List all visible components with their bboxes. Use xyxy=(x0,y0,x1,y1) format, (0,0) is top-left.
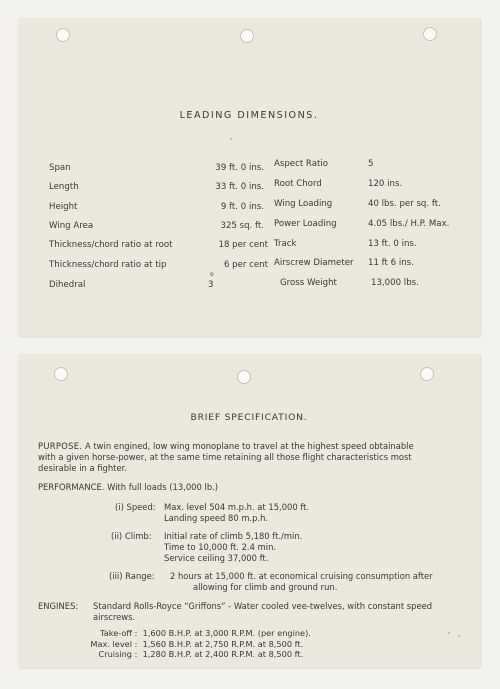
dim-label: Power Loading xyxy=(274,219,337,229)
dim-value: 11 ft 6 ins. xyxy=(368,258,414,268)
punch-hole xyxy=(423,27,437,41)
dimensions-card xyxy=(18,18,480,336)
purpose-text: desirable in a fighter. xyxy=(38,462,127,473)
dim-value: 6 per cent xyxy=(223,260,268,270)
rating-value: 1,600 B.H.P. at 3,000 R.P.M. (per engine). xyxy=(142,628,311,638)
specification-title: BRIEF SPECIFICATION. xyxy=(190,412,308,423)
rating-label: Take-off xyxy=(100,628,132,638)
dim-label: Track xyxy=(274,239,297,249)
performance-text: With full loads (13,000 lb.) xyxy=(107,482,219,492)
punch-hole xyxy=(420,367,434,381)
rating-value: 1,280 B.H.P. at 2,400 R.P.M. at 8,500 ft. xyxy=(142,649,304,660)
purpose-text: A twin engined, low wing monoplane to travel at the highest speed obtainable xyxy=(84,441,414,451)
dim-label: Dihedral xyxy=(49,280,86,290)
dim-label: Aspect Ratio xyxy=(274,159,328,169)
paper-speck xyxy=(448,632,450,634)
purpose-text: with a given horse-power, at the same time retaining all those flight characteristics most xyxy=(38,451,412,462)
engines-label: ENGINES: xyxy=(38,601,79,611)
dim-label: Thickness/chord ratio at tip xyxy=(49,260,167,270)
dim-value: 3 xyxy=(208,280,214,290)
dim-label: Wing Loading xyxy=(274,199,333,209)
dim-label: Wing Area xyxy=(49,221,94,231)
specification-card xyxy=(18,354,480,667)
dim-value: 325 sq. ft. xyxy=(220,221,264,231)
degree-symbol: o xyxy=(210,271,214,278)
rating-label: Max. level xyxy=(90,638,132,649)
dim-value: 120 ins. xyxy=(368,179,403,189)
dim-value: 4.05 lbs./ H.P. Max. xyxy=(368,219,450,229)
engines-line: airscrews. xyxy=(93,612,136,622)
dim-label: Thickness/chord ratio at root xyxy=(49,240,173,250)
paper-speck xyxy=(230,138,232,140)
climb-label: (ii) Climb: xyxy=(111,531,152,541)
punch-hole xyxy=(56,28,70,42)
performance-label: PERFORMANCE. xyxy=(38,482,105,492)
dim-label: Span xyxy=(49,163,71,173)
speed-line: Max. level 504 m.p.h. at 15,000 ft. xyxy=(164,502,310,512)
dim-label: Airscrew Diameter xyxy=(274,258,354,268)
speed-label: (i) Speed: xyxy=(115,502,156,512)
punch-hole xyxy=(237,370,251,384)
climb-line: Initial rate of climb 5,180 ft./min. xyxy=(164,531,303,541)
dim-value: 13 ft. 0 ins. xyxy=(368,239,417,249)
range-line: allowing for climb and ground run. xyxy=(193,582,338,592)
punch-hole xyxy=(240,29,254,43)
engine-ratings xyxy=(90,628,311,660)
dim-value: 33 ft. 0 ins. xyxy=(215,182,264,192)
dim-value: 40 lbs. per sq. ft. xyxy=(368,199,441,209)
range-line: 2 hours at 15,000 ft. at economical cruising consumption after xyxy=(170,571,433,581)
rating-row: Max. level : 1,560 B.H.P. at 2,750 R.P.M. at 8,500 ft. xyxy=(90,638,304,649)
dim-value: 39 ft. 0 ins. xyxy=(215,163,264,173)
dim-label: Gross Weight xyxy=(280,278,337,288)
dim-label: Length xyxy=(49,182,79,192)
dimensions-title: LEADING DIMENSIONS. xyxy=(179,110,319,121)
rating-label: Cruising xyxy=(98,649,132,660)
speed-line: Landing speed 80 m.p.h. xyxy=(164,513,269,523)
purpose-label: PURPOSE. xyxy=(38,441,83,451)
dim-label: Root Chord xyxy=(274,179,322,189)
rating-row: Cruising : 1,280 B.H.P. at 2,400 R.P.M. at 8,500 ft. xyxy=(90,649,311,660)
rating-row: Take-off : 1,600 B.H.P. at 3,000 R.P.M. (per engine). xyxy=(90,628,311,639)
range-label: (iii) Range: xyxy=(109,571,155,581)
dim-value: 9 ft. 0 ins. xyxy=(220,202,264,212)
dim-value: 5 xyxy=(368,159,374,169)
climb-line: Service ceiling 37,000 ft. xyxy=(164,553,269,563)
rating-value: 1,560 B.H.P. at 2,750 R.P.M. at 8,500 ft. xyxy=(142,638,304,649)
performance-heading xyxy=(38,482,218,492)
punch-hole xyxy=(54,367,68,381)
purpose-paragraph xyxy=(38,441,414,473)
dim-value: 13,000 lbs. xyxy=(371,278,419,288)
climb-line: Time to 10,000 ft. 2.4 min. xyxy=(164,542,277,552)
engines-line: Standard Rolls-Royce “Griffons” - Water cooled vee-twelves, with constant speed xyxy=(93,601,433,611)
dim-label: Height xyxy=(49,202,78,212)
dim-value: 18 per cent xyxy=(218,240,268,250)
paper-speck xyxy=(458,635,460,637)
